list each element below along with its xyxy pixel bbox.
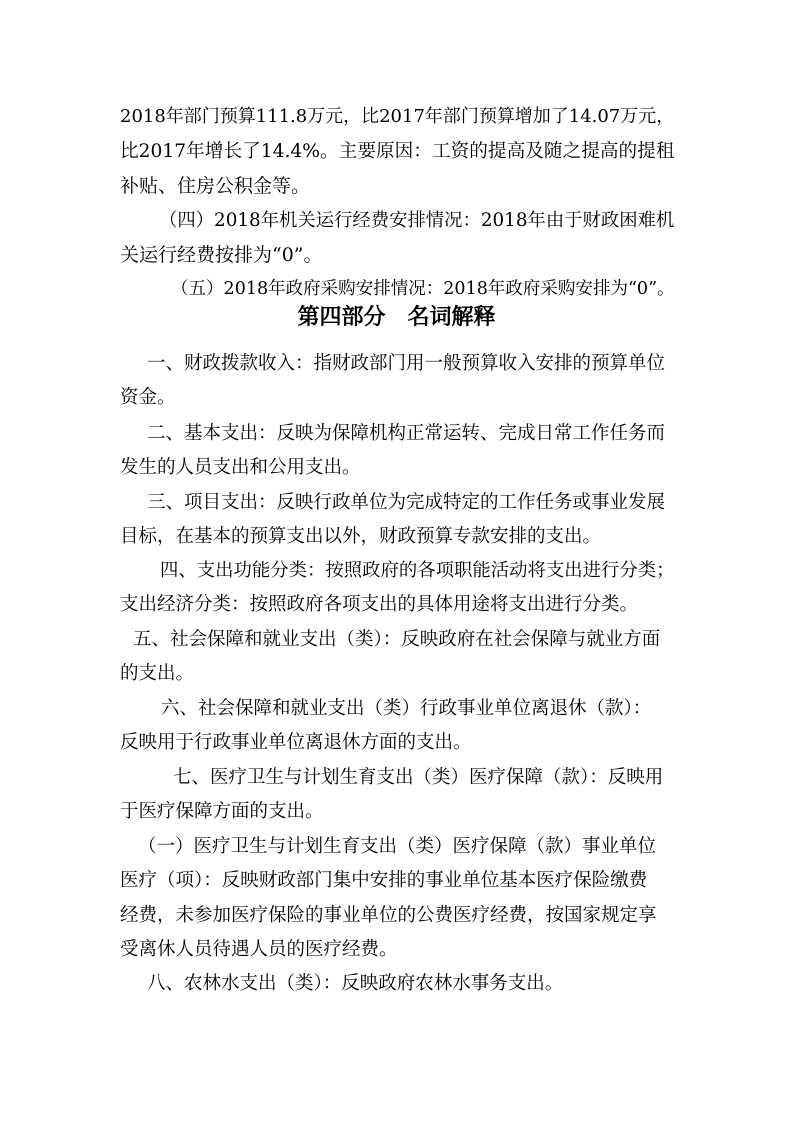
term-line: 受离休人员待遇人员的医疗经费。 <box>120 939 398 960</box>
term-line: 于医疗保障方面的支出。 <box>120 801 324 822</box>
term-line: 五、社会保障和就业支出（类）：反映政府在社会保障与就业方面 <box>133 629 661 650</box>
term-line: 一、财政拨款收入：指财政部门用一般预算收入安排的预算单位 <box>147 353 666 374</box>
paragraph-line: 2018年部门预算111.8万元，比2017年部门预算增加了14.07万元， <box>120 106 675 127</box>
section-title: 第四部分 名词解释 <box>297 305 496 330</box>
term-line: 资金。 <box>120 387 176 408</box>
term-line: 发生的人员支出和公用支出。 <box>120 457 361 478</box>
term-line: 七、医疗卫生与计划生育支出（类）医疗保障（款）：反映用 <box>173 767 664 788</box>
paragraph-line: 补贴、住房公积金等。 <box>120 175 311 197</box>
term-line: 二、基本支出：反映为保障机构正常运转、完成日常工作任务而 <box>147 423 666 444</box>
term-line: 的支出。 <box>120 663 195 684</box>
term-line: 八、农林水支出（类）：反映政府农林水事务支出。 <box>147 973 564 994</box>
term-line: 四、支出功能分类：按照政府的各项职能活动将支出进行分类； <box>160 560 675 581</box>
paragraph-line: 关运行经费按排为“0”。 <box>120 244 323 266</box>
paragraph-line: （四）2018年机关运行经费安排情况：2018年由于财政困难机 <box>159 210 675 231</box>
term-line: 支出经济分类：按照政府各项支出的具体用途将支出进行分类。 <box>120 594 639 615</box>
paragraph-line: 比2017年增长了14.4%。主要原因：工资的提高及随之提高的提租 <box>120 141 675 162</box>
term-line: 反映用于行政事业单位离退休方面的支出。 <box>120 732 472 753</box>
term-line: 医疗（项）：反映财政部门集中安排的事业单位基本医疗保险缴费 <box>120 870 648 891</box>
term-line: 经费，未参加医疗保险的事业单位的公费医疗经费，按国家规定享 <box>120 905 657 926</box>
term-line: 六、社会保障和就业支出（类）行政事业单位离退休（款）： <box>161 698 652 719</box>
term-line: 三、项目支出：反映行政单位为完成特定的工作任务或事业发展 <box>147 492 666 513</box>
paragraph-line: （五）2018年政府采购安排情况：2018年政府采购安排为“0”。 <box>171 279 675 299</box>
term-line: （一）医疗卫生与计划生育支出（类）医疗保障（款）事业单位 <box>138 836 657 857</box>
term-line: 目标，在基本的预算支出以外，财政预算专款安排的支出。 <box>120 526 602 547</box>
